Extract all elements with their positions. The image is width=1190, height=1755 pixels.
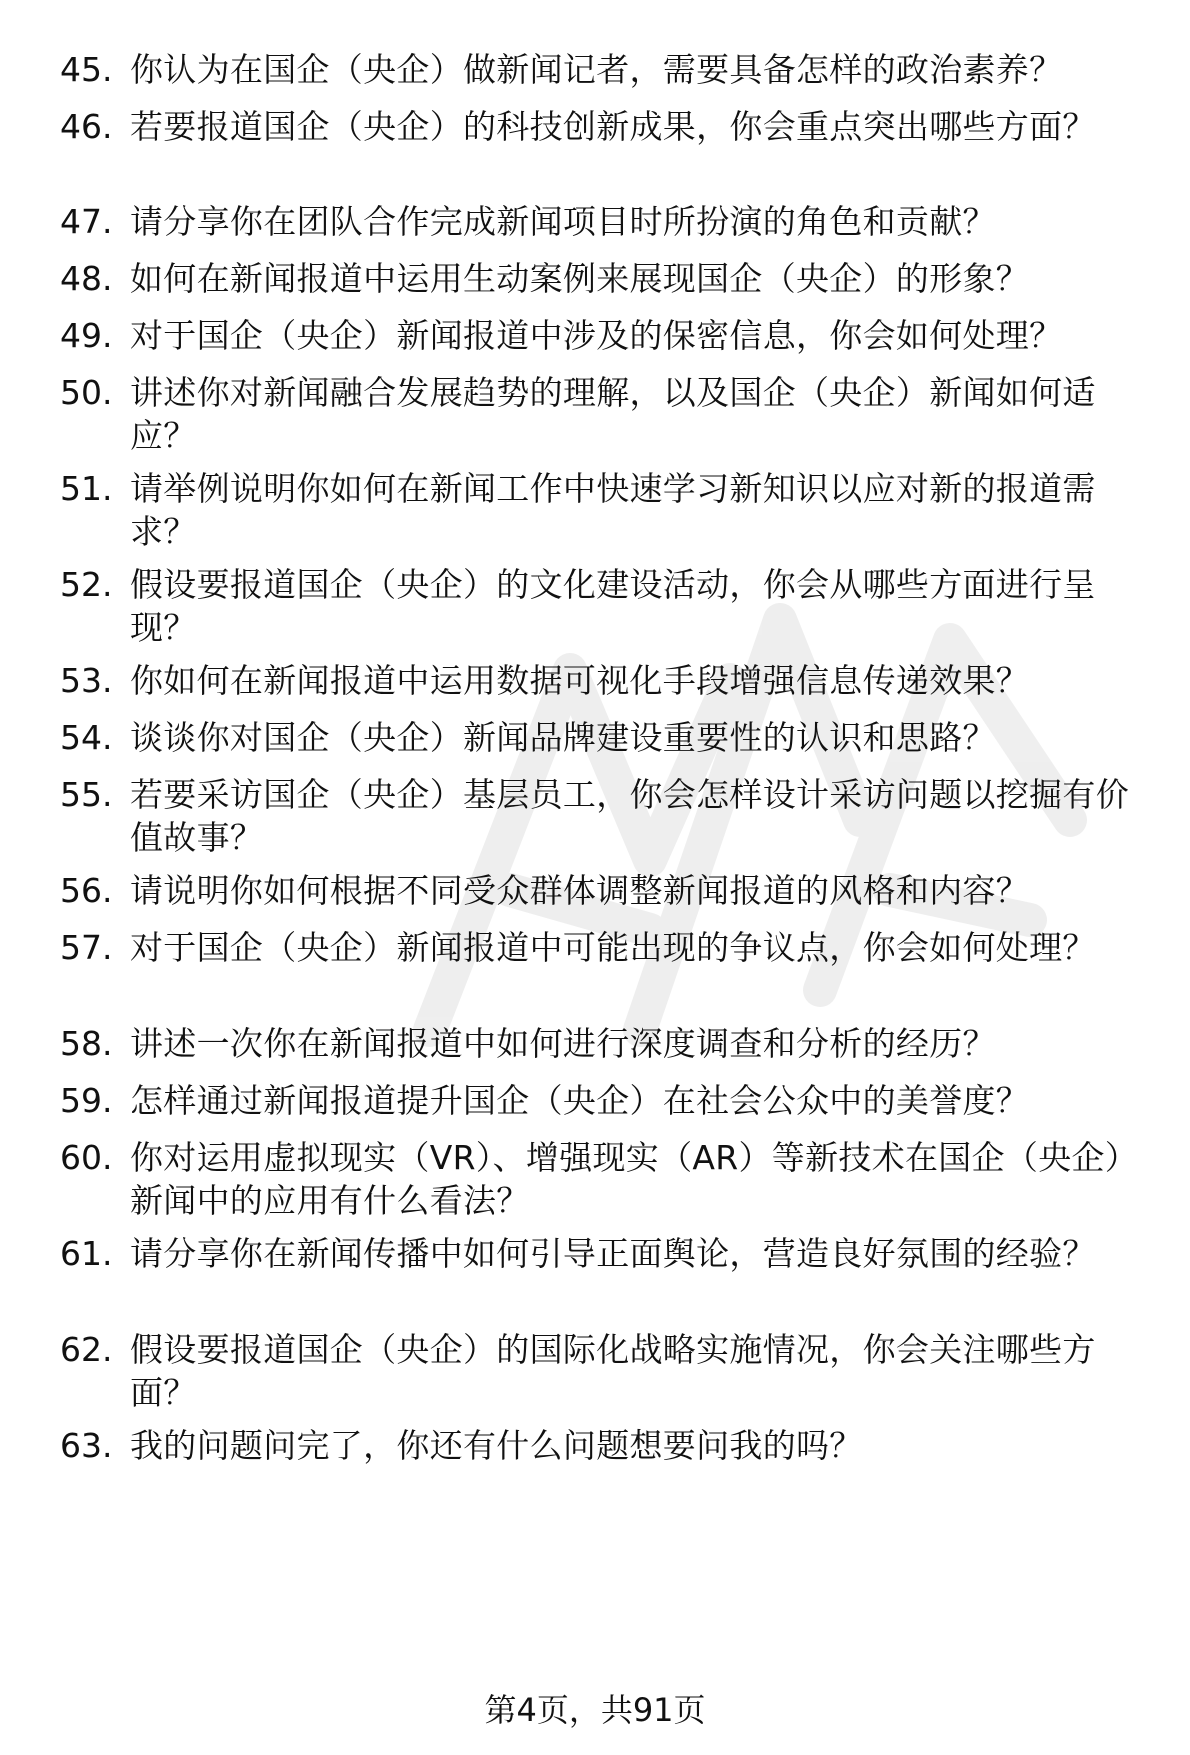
page-footer: 第4页，共91页 [484,1691,706,1729]
question-number: 56. [60,871,113,910]
question-text: 若要采访国企（央企）基层员工，你会怎样设计采访问题以挖掘有价值故事？ [130,775,1129,857]
question-number: 55. [60,775,113,814]
question-text: 假设要报道国企（央企）的文化建设活动，你会从哪些方面进行呈现？ [130,565,1096,647]
question-item [60,1424,1150,1467]
question-number: 51. [60,469,113,508]
question-item [60,773,1150,859]
question-item [60,467,1150,553]
question-text: 如何在新闻报道中运用生动案例来展现国企（央企）的形象？ [130,259,1030,298]
question-number: 57. [60,928,113,967]
question-number: 62. [60,1330,113,1369]
question-number: 48. [60,259,113,298]
question-text: 对于国企（央企）新闻报道中可能出现的争议点，你会如何处理？ [130,928,1096,967]
question-item [60,1136,1150,1222]
question-number: 53. [60,661,113,700]
question-item [60,257,1150,300]
question-item [60,563,1150,649]
question-item [60,314,1150,357]
question-text: 谈谈你对国企（央企）新闻品牌建设重要性的认识和思路？ [130,718,996,757]
question-item [60,371,1150,457]
question-item [60,1232,1150,1275]
question-item [60,659,1150,702]
question-number: 52. [60,565,113,604]
question-item [60,926,1150,969]
question-number: 49. [60,316,113,355]
question-number: 60. [60,1138,113,1177]
question-text: 请分享你在新闻传播中如何引导正面舆论，营造良好氛围的经验？ [130,1234,1096,1273]
question-number: 46. [60,107,113,146]
question-text: 怎样通过新闻报道提升国企（央企）在社会公众中的美誉度？ [130,1081,1030,1120]
question-text: 请举例说明你如何在新闻工作中快速学习新知识以应对新的报道需求？ [130,469,1096,551]
question-text: 你如何在新闻报道中运用数据可视化手段增强信息传递效果？ [130,661,1030,700]
question-item [60,200,1150,243]
question-number: 59. [60,1081,113,1120]
question-text: 若要报道国企（央企）的科技创新成果，你会重点突出哪些方面？ [130,107,1096,146]
question-number: 61. [60,1234,113,1273]
question-number: 58. [60,1024,113,1063]
question-text: 我的问题问完了，你还有什么问题想要问我的吗？ [130,1426,863,1465]
question-item [60,48,1150,91]
question-text: 请说明你如何根据不同受众群体调整新闻报道的风格和内容？ [130,871,1030,910]
question-item [60,105,1150,148]
question-item [60,1328,1150,1414]
question-number: 50. [60,373,113,412]
question-text: 讲述一次你在新闻报道中如何进行深度调查和分析的经历？ [130,1024,996,1063]
question-text: 请分享你在团队合作完成新闻项目时所扮演的角色和贡献？ [130,202,996,241]
question-text: 你对运用虚拟现实（VR）、增强现实（AR）等新技术在国企（央企）新闻中的应用有什么看法？ [130,1138,1139,1220]
question-text: 讲述你对新闻融合发展趋势的理解，以及国企（央企）新闻如何适应？ [130,373,1096,455]
question-text: 你认为在国企（央企）做新闻记者，需要具备怎样的政治素养？ [130,50,1063,89]
question-item [60,1079,1150,1122]
question-item [60,1022,1150,1065]
question-number: 54. [60,718,113,757]
question-item [60,869,1150,912]
question-number: 47. [60,202,113,241]
question-text: 假设要报道国企（央企）的国际化战略实施情况，你会关注哪些方面？ [130,1330,1096,1412]
question-number: 63. [60,1426,113,1465]
question-number: 45. [60,50,113,89]
question-text: 对于国企（央企）新闻报道中涉及的保密信息，你会如何处理？ [130,316,1063,355]
question-item [60,716,1150,759]
